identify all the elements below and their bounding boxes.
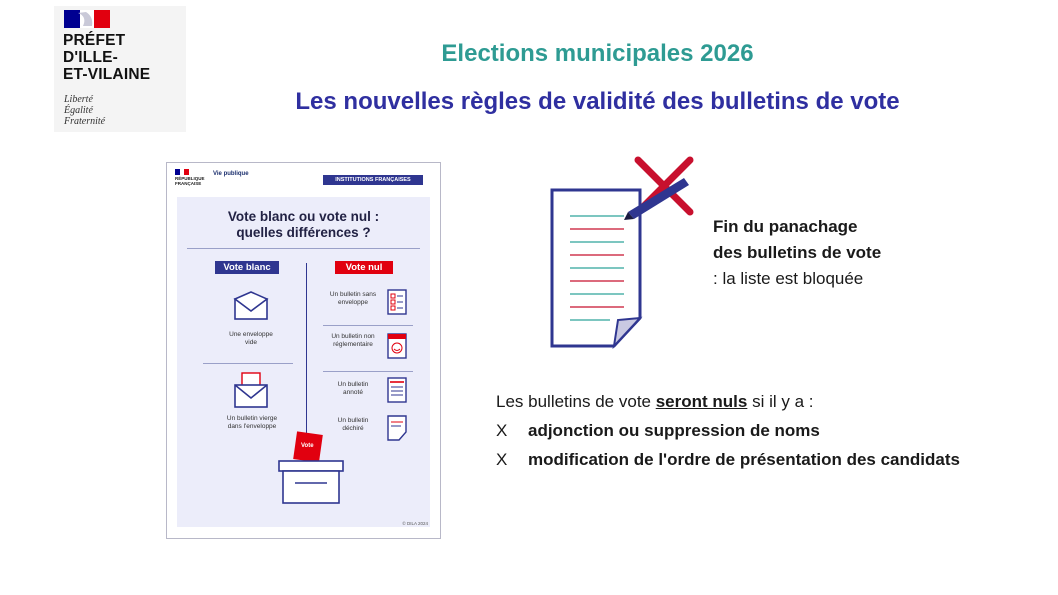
nul-divider-2	[323, 371, 413, 372]
torn-ballot-icon	[387, 415, 407, 441]
rule-text-2: modification de l'ordre de présentation des candidats	[528, 450, 960, 469]
poster-divider	[187, 248, 420, 249]
rules-intro-after: si il y a :	[747, 392, 814, 411]
prefecture-line-3: ET-VILAINE	[63, 66, 151, 83]
vote-blanc-tag: Vote blanc	[215, 261, 279, 274]
smiley-ballot-icon	[387, 333, 407, 359]
rule-item-2	[496, 445, 1008, 474]
rule-text-1: adjonction ou suppression de noms	[528, 421, 820, 440]
annotated-ballot-icon	[387, 377, 407, 403]
prefecture-line-1: PRÉFET	[63, 32, 126, 49]
motto-egalite: Égalité	[64, 105, 93, 116]
poster-title-line-1: Vote blanc ou vote nul :	[227, 209, 380, 224]
page-subtitle: Les nouvelles règles de validité des bulletins de vote	[295, 88, 900, 115]
envelope-with-ballot-icon	[233, 371, 269, 409]
vote-nul-tag: Vote nul	[335, 261, 393, 274]
nullity-rules	[496, 387, 1008, 474]
nul-item-2: Un bulletin non réglementaire	[331, 333, 375, 348]
panachage-line-1: Fin du panachage	[713, 217, 858, 236]
poster-column-divider	[203, 363, 293, 364]
poster-republique	[175, 169, 205, 186]
rule-item-1	[496, 416, 1008, 445]
crossed-ballot-icon	[548, 154, 708, 354]
poster-title	[187, 209, 420, 241]
nul-item-4: Un bulletin déchiré	[337, 417, 369, 432]
marianne-flag-icon	[64, 10, 110, 28]
ballot-list-icon	[387, 289, 407, 315]
nul-item-3: Un bulletin annoté	[337, 381, 369, 396]
poster-content	[177, 197, 430, 527]
prefecture-line-2: D'ILLE-	[63, 49, 119, 66]
poster-arrow	[306, 263, 307, 453]
poster-copyright: © DILA 2024	[402, 521, 428, 526]
ballot-label: Vote	[301, 443, 314, 449]
panachage-line-3: : la liste est bloquée	[713, 269, 864, 288]
rules-intro-emphasis: seront nuls	[655, 392, 748, 411]
vote-poster	[166, 162, 441, 539]
envelope-icon	[233, 291, 269, 321]
rules-intro-before: Les bulletins de vote	[496, 392, 656, 411]
poster-vie-publique: Vie publique	[213, 171, 249, 177]
poster-banner: INSTITUTIONS FRANÇAISES	[323, 175, 423, 185]
rules-intro	[496, 387, 1008, 416]
nul-divider-1	[323, 325, 413, 326]
page-title: Elections municipales 2026	[441, 40, 754, 67]
rule-marker-1: X	[496, 421, 508, 440]
blanc-item-2: Un bulletin vierge dans l'enveloppe	[226, 415, 278, 430]
motto-liberte: Liberté	[64, 94, 93, 105]
poster-republique-text: RÉPUBLIQUE FRANÇAISE	[175, 176, 205, 186]
poster-title-line-2: quelles différences ?	[236, 225, 371, 240]
motto-fraternite: Fraternité	[64, 116, 106, 127]
panachage-note	[713, 214, 881, 292]
blanc-item-1: Une enveloppe vide	[229, 331, 273, 346]
rule-marker-2: X	[496, 450, 508, 469]
nul-item-1: Un bulletin sans enveloppe	[329, 291, 377, 306]
poster-flag-icon	[175, 169, 189, 175]
panachage-line-2: des bulletins de vote	[713, 243, 882, 262]
